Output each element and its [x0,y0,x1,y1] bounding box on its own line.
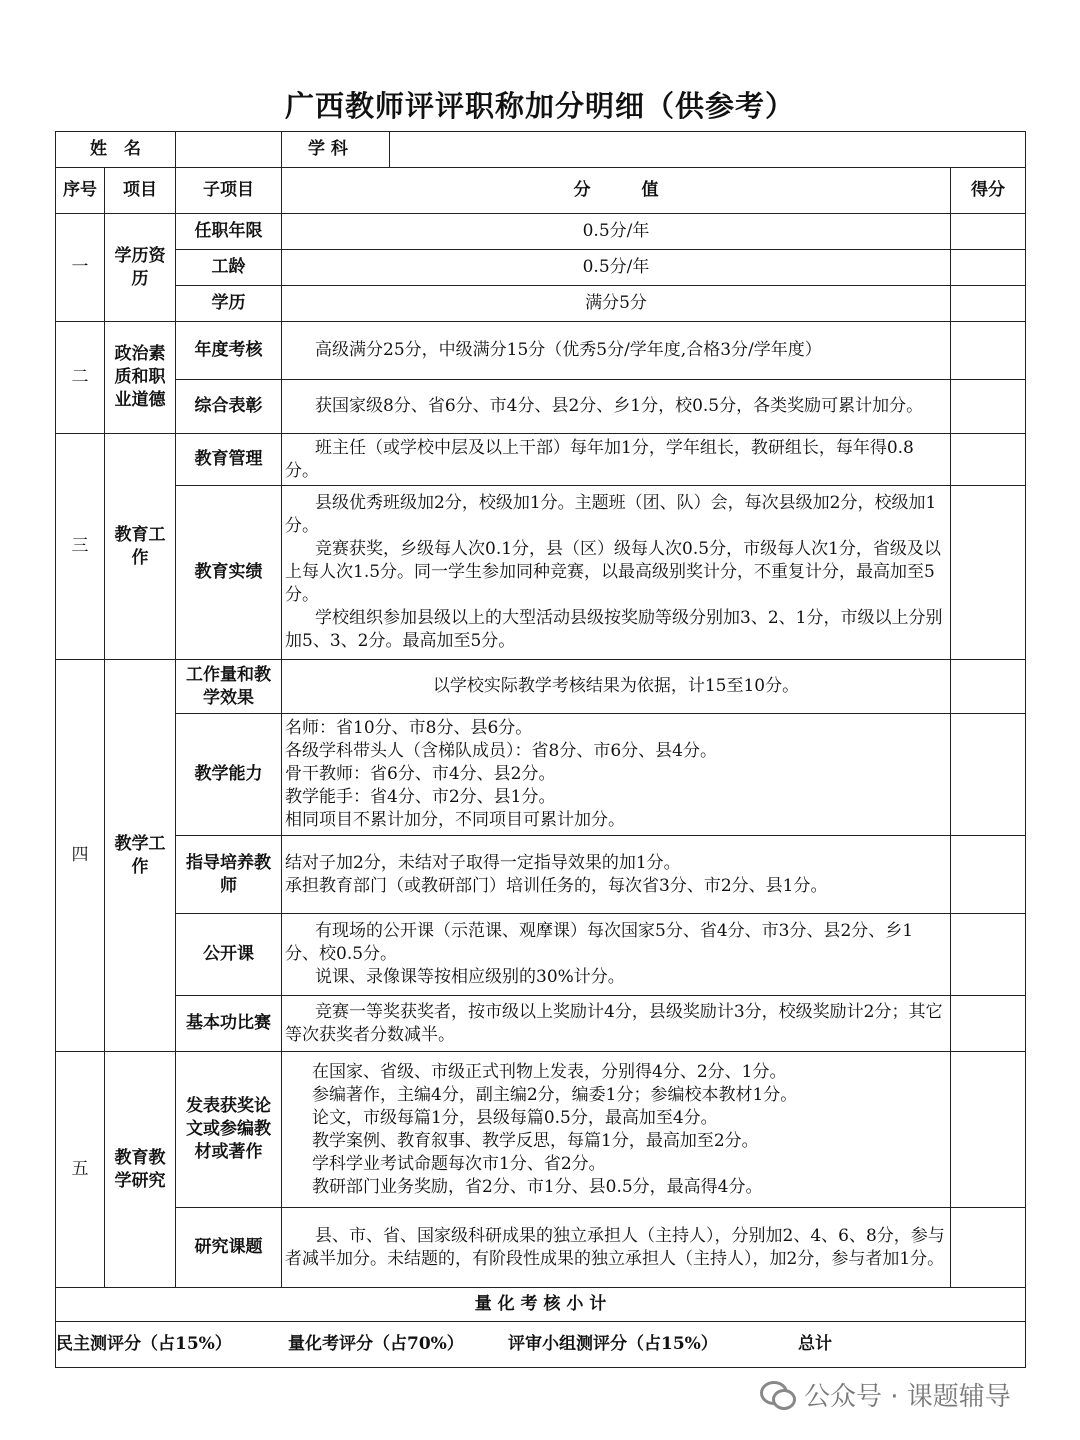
total-label: 总计 [798,1334,832,1354]
value-line: 在国家、省级、市级正式刊物上发表，分别得4分、2分、1分。 [312,1061,787,1082]
value-text: 班主任（或学校中层及以上干部）每年加1分，学年组长，教研组长，每年得0.8分。 [282,434,951,486]
subitem-label: 基本功比赛 [176,996,282,1052]
value-line: 名师：省10分、市8分、县6分。 [285,718,533,738]
score-cell[interactable] [951,214,1026,250]
score-cell[interactable] [951,914,1026,996]
score-cell[interactable] [951,660,1026,714]
subitem-label: 工龄 [176,250,282,286]
value-text [282,1052,951,1208]
value-line: 学科学业考试命题每次市1分、省2分。 [312,1153,606,1174]
section-number: 五 [56,1052,105,1288]
subitem-label: 任职年限 [176,214,282,250]
header-item: 项目 [105,168,176,214]
value-text: 0.5分/年 [282,214,951,250]
subtotal-label: 量 化 考 核 小 计 [56,1288,1026,1322]
subitem-label: 教学能力 [176,714,282,836]
value-text [282,714,951,836]
subject-label: 学 科 [282,132,390,168]
section-item: 教育教学研究 [105,1052,176,1288]
table-row [56,214,1026,250]
score-cell[interactable] [951,250,1026,286]
value-line: 有现场的公开课（示范课、观摩课）每次国家5分、省4分、市3分、县2分、乡1分、校0.5分。 [285,921,914,964]
value-line: 结对子加2分，未结对子取得一定指导效果的加1分。 [285,852,681,873]
score-cell[interactable] [951,434,1026,486]
value-text: 以学校实际教学考核结果为依据，计15至10分。 [282,660,951,714]
watermark [760,1372,1011,1416]
score-cell[interactable] [951,996,1026,1052]
header-seq: 序号 [56,168,105,214]
table-row [56,714,1026,836]
section-number: 四 [56,660,105,1052]
subitem-label: 发表获奖论文或参编教材或著作 [176,1052,282,1208]
table-row [56,1052,1026,1208]
value-text: 0.5分/年 [282,250,951,286]
subitem-label: 工作量和教学效果 [176,660,282,714]
value-line: 骨干教师：省6分、市4分、县2分。 [285,764,556,784]
table-row [56,486,1026,660]
header-value: 分 值 [282,168,951,214]
value-line: 教学能手：省4分、市2分、县1分。 [285,787,556,807]
score-cell[interactable] [951,714,1026,836]
value-line: 承担教育部门（或教研部门）培训任务的，每次省3分、市2分、县1分。 [285,875,828,896]
section-number: 二 [56,322,105,434]
quantified-score-label: 量化考评分（占70%） [288,1334,464,1354]
subject-value-cell[interactable] [390,132,1026,168]
table-row [56,250,1026,286]
section-item: 教育工作 [105,434,176,660]
section-item: 学历资历 [105,214,176,322]
table-row [56,660,1026,714]
header-subitem: 子项目 [176,168,282,214]
value-text: 获国家级8分、省6分、市4分、县2分、乡1分，校0.5分，各类奖励可累计加分。 [282,380,951,434]
score-cell[interactable] [951,836,1026,914]
score-cell[interactable] [951,322,1026,380]
score-cell[interactable] [951,380,1026,434]
value-text [282,836,951,914]
value-text [282,914,951,996]
table-row [56,322,1026,380]
footer-cell [56,1322,1026,1368]
value-line: 竞赛获奖，乡级每人次0.1分，县（区）级每人次0.5分，市级每人次1分，省级及以上每人次1.5分。同一学生参加同种竞赛，以最高级别奖计分，不重复计分，最高加至5分。 [285,539,941,605]
score-cell[interactable] [951,486,1026,660]
value-line: 各级学科带头人（含梯队成员）：省8分、市6分、县4分。 [285,741,717,761]
header-row [56,168,1026,214]
header-score: 得分 [951,168,1026,214]
value-line: 论文，市级每篇1分，县级每篇0.5分，最高加至4分。 [312,1107,718,1128]
table-row [56,1208,1026,1288]
democratic-score-label: 民主测评分（占15%） [56,1334,232,1354]
scoring-table [55,131,1026,1368]
footer-row [56,1322,1026,1368]
subitem-label: 学历 [176,286,282,322]
subitem-label: 指导培养教师 [176,836,282,914]
value-text [282,486,951,660]
table-row [56,996,1026,1052]
value-line: 学校组织参加县级以上的大型活动县级按奖励等级分别加3、2、1分，市级以上分别加5、3、2分。最高加至5分。 [285,608,943,651]
section-number: 一 [56,214,105,322]
subitem-label: 年度考核 [176,322,282,380]
panel-score-label: 评审小组测评分（占15%） [508,1334,718,1354]
value-text: 满分5分 [282,286,951,322]
subitem-label: 研究课题 [176,1208,282,1288]
subitem-label: 公开课 [176,914,282,996]
value-line: 教研部门业务奖励，省2分、市1分、县0.5分，最高得4分。 [312,1176,763,1197]
value-line: 相同项目不累计加分，不同项目可累计加分。 [285,810,625,830]
table-row [56,380,1026,434]
value-text: 县、市、省、国家级科研成果的独立承担人（主持人），分别加2、4、6、8分，参与者减半加分。未结题的，有阶段性成果的独立承担人（主持人），加2分，参与者加1分。 [282,1208,951,1288]
value-text: 竞赛一等奖获奖者，按市级以上奖励计4分，县级奖励计3分，校级奖励计2分；其它等次获奖者分数减半。 [282,996,951,1052]
value-line: 县级优秀班级加2分，校级加1分。主题班（团、队）会，每次县级加2分，校级加1分。 [285,493,937,536]
value-line: 参编著作，主编4分，副主编2分，编委1分；参编校本教材1分。 [312,1084,798,1105]
section-item: 政治素质和职业道德 [105,322,176,434]
value-line: 教学案例、教育叙事、教学反思，每篇1分，最高加至2分。 [312,1130,759,1151]
section-number: 三 [56,434,105,660]
watermark-text: 公众号 · 课题辅导 [804,1381,1011,1412]
score-cell[interactable] [951,1208,1026,1288]
table-row [56,836,1026,914]
value-text: 高级满分25分，中级满分15分（优秀5分/学年度,合格3分/学年度） [282,322,951,380]
page-title: 广西教师评评职称加分明细（供参考） [284,89,795,123]
score-cell[interactable] [951,286,1026,322]
name-value-cell[interactable] [176,132,282,168]
section-item: 教学工作 [105,660,176,1052]
score-cell[interactable] [951,1052,1026,1208]
wechat-icon [760,1379,794,1409]
subitem-label: 综合表彰 [176,380,282,434]
subitem-label: 教育管理 [176,434,282,486]
subtotal-row [56,1288,1026,1322]
table-row [56,914,1026,996]
value-line: 说课、录像课等按相应级别的30%计分。 [315,967,625,987]
name-row [56,132,1026,168]
name-label: 姓 名 [56,132,176,168]
table-row [56,286,1026,322]
table-row [56,434,1026,486]
subitem-label: 教育实绩 [176,486,282,660]
